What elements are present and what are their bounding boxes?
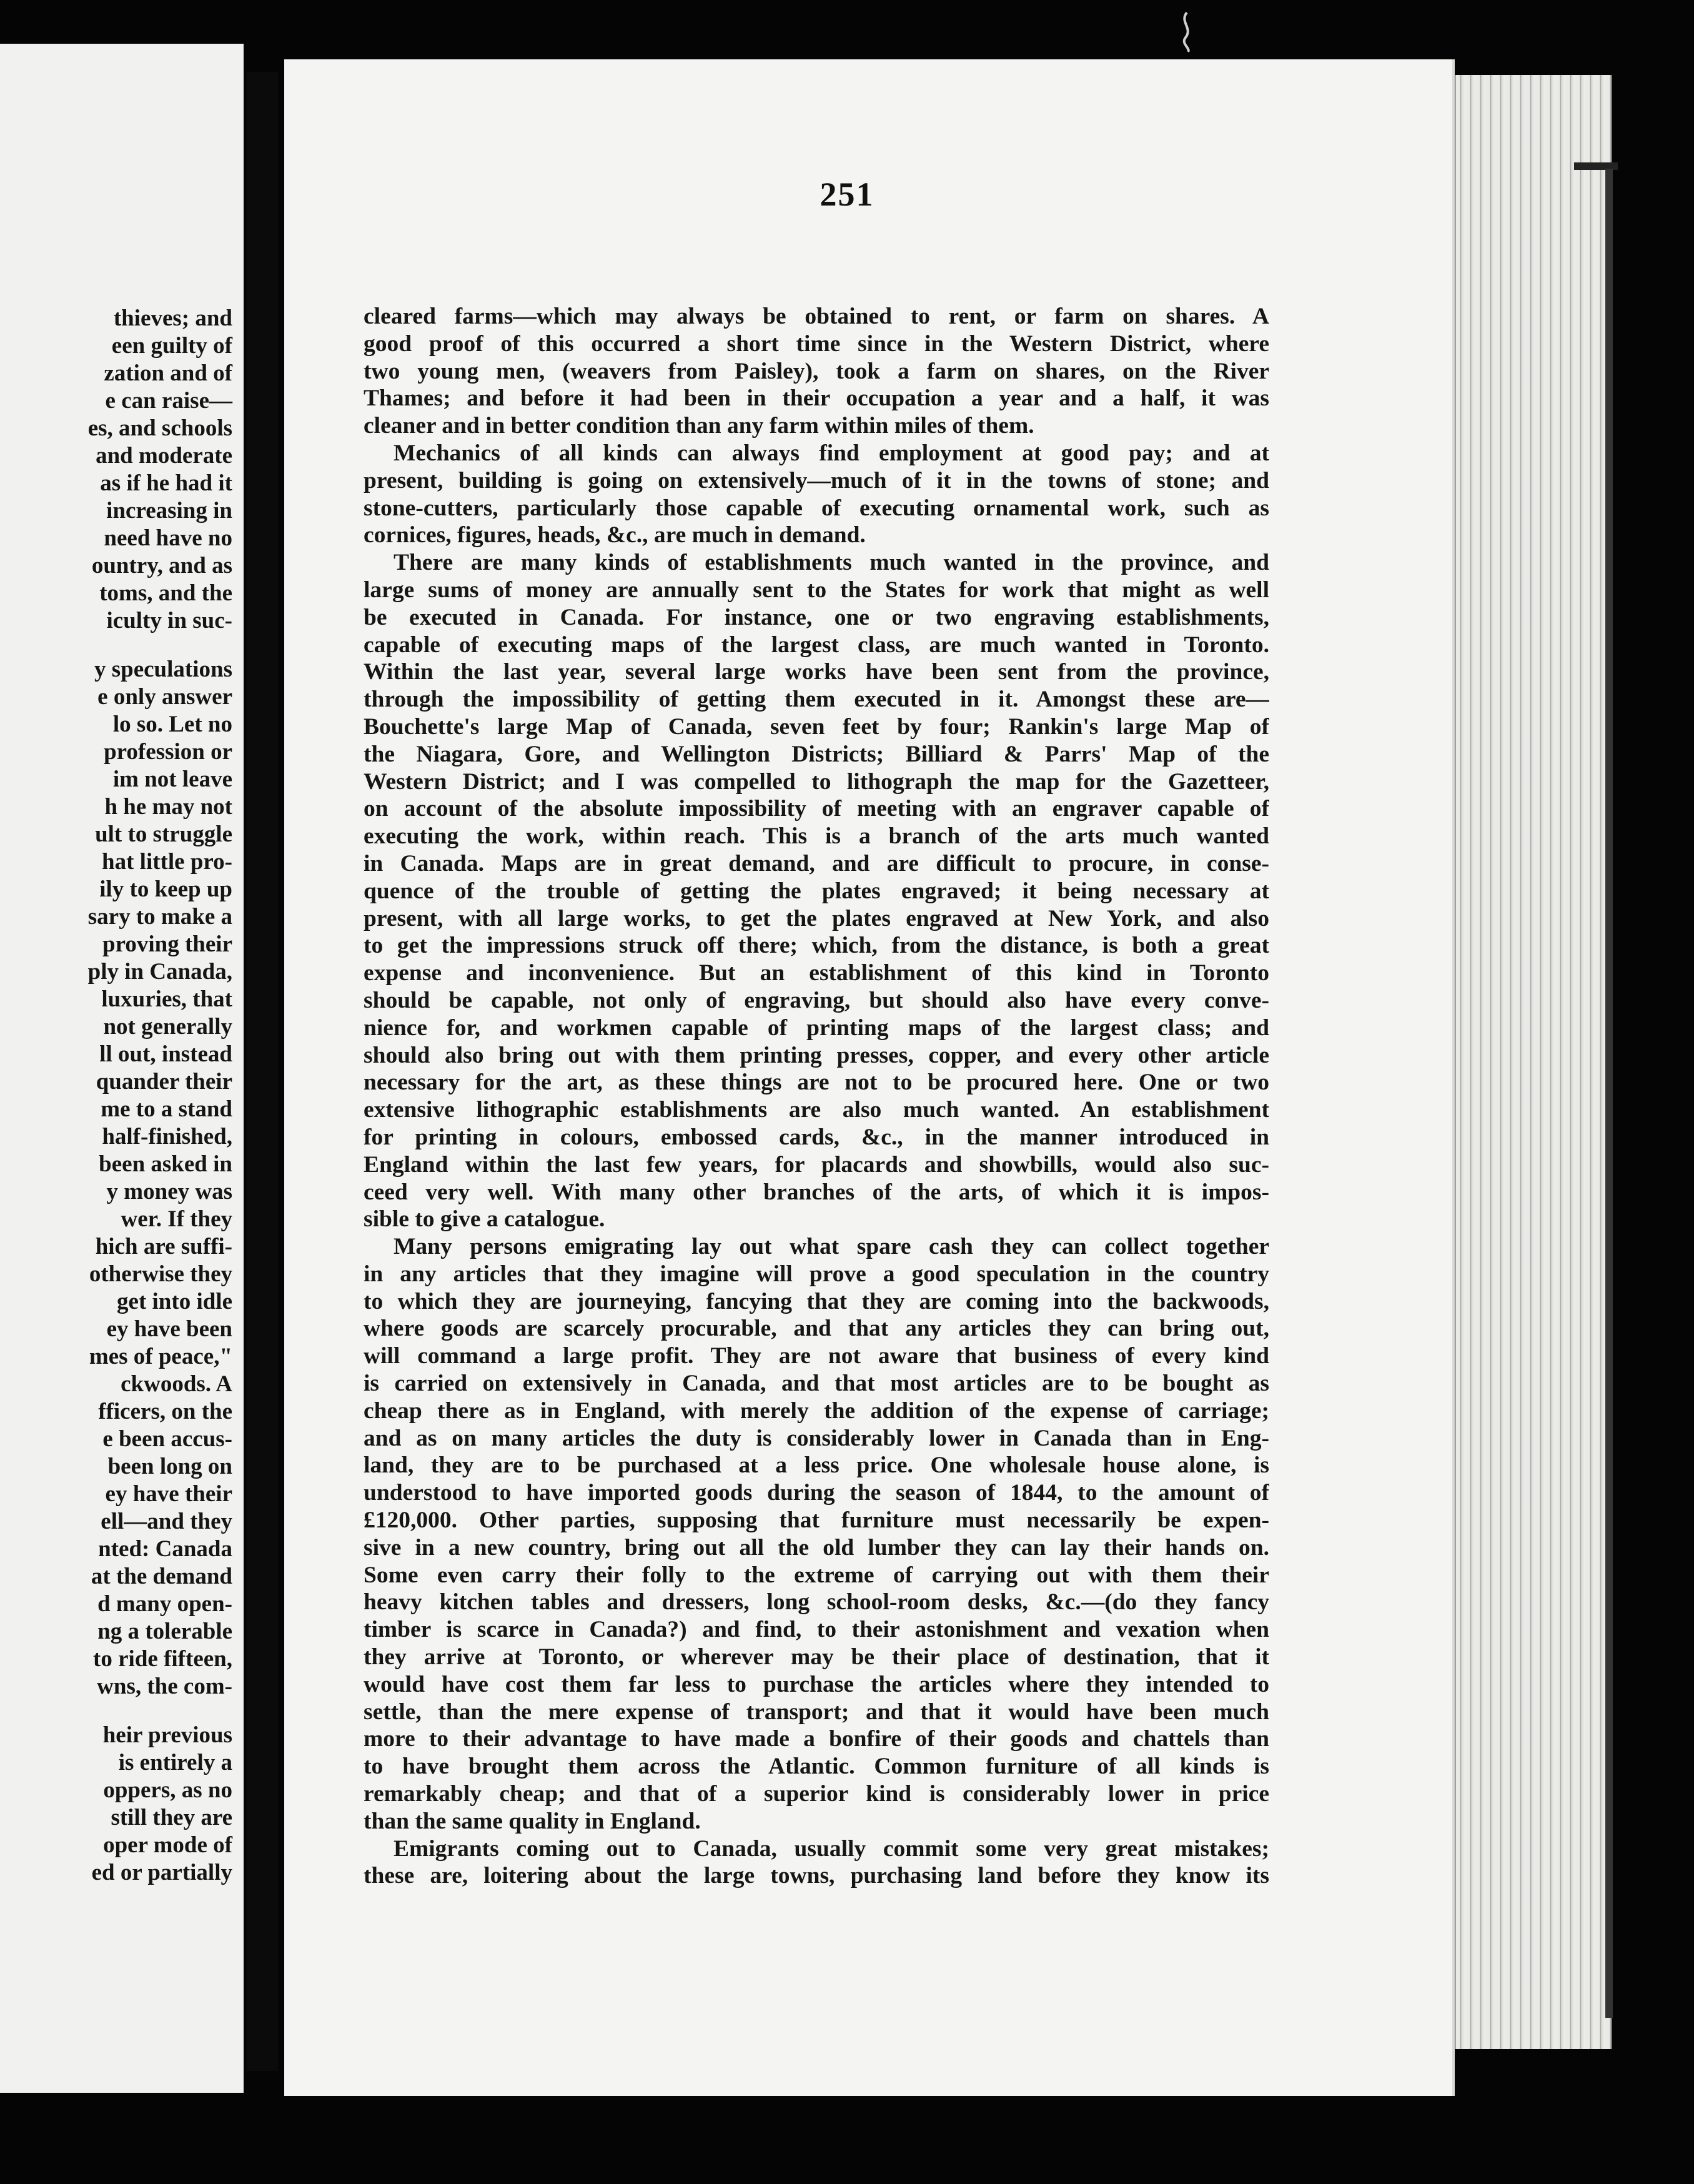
facing-text-line: been asked in bbox=[99, 1151, 232, 1177]
pencil-mark bbox=[1174, 9, 1199, 53]
text-line: Thames; and before it had been in their occupation a year and a half, it was bbox=[364, 385, 1269, 412]
facing-text-line: half-finished, bbox=[102, 1124, 232, 1149]
facing-text-line: ily to keep up bbox=[99, 876, 232, 902]
text-line: should also bring out with them printing presses, copper, and every other article bbox=[364, 1042, 1269, 1068]
text-line: executing the work, within reach. This is a branch of the arts much wanted bbox=[364, 823, 1269, 850]
facing-text-line: iculty in suc- bbox=[106, 608, 232, 633]
facing-text-line: ply in Canada, bbox=[87, 959, 232, 985]
facing-text-line: wns, the com- bbox=[97, 1674, 232, 1699]
text-line: to have brought them across the Atlantic. Common furniture of all kinds is bbox=[364, 1754, 1269, 1780]
facing-text-line: need have no bbox=[104, 525, 232, 551]
text-line: than the same quality in England. bbox=[364, 1808, 701, 1834]
text-line: to get the impressions struck off there; which, from the distance, is both a great bbox=[364, 933, 1269, 959]
text-line: through the impossibility of getting them executed in it. Amongst these are— bbox=[364, 687, 1269, 713]
text-line: cornices, figures, heads, &c., are much in demand. bbox=[364, 522, 866, 548]
facing-page-left bbox=[0, 44, 244, 2093]
facing-text-line: zation and of bbox=[104, 360, 232, 386]
facing-text-line: is entirely a bbox=[118, 1750, 232, 1775]
facing-text-line: mes of peace," bbox=[89, 1344, 232, 1369]
facing-text-line: still they are bbox=[111, 1805, 232, 1830]
text-line: two young men, (weavers from Paisley), took a farm on shares, on the River bbox=[364, 358, 1269, 384]
facing-text-line: heir previous bbox=[102, 1722, 232, 1748]
text-line: heavy kitchen tables and dressers, long school-room desks, &c.—(do they fancy bbox=[364, 1589, 1269, 1616]
text-line: ceed very well. With many other branches of the arts, of which it is impos- bbox=[364, 1179, 1269, 1205]
facing-text-line: oppers, as no bbox=[103, 1777, 232, 1803]
text-line: England within the last few years, for placards and showbills, would also suc- bbox=[364, 1151, 1269, 1178]
facing-text-line: lo so. Let no bbox=[112, 712, 232, 737]
text-line: is carried on extensively in Canada, and that most articles are to be bought as bbox=[364, 1371, 1269, 1397]
facing-text-line: proving their bbox=[102, 931, 232, 957]
text-line: necessary for the art, as these things are not to be procured here. One or two bbox=[364, 1070, 1269, 1096]
facing-text-line: ult to struggle bbox=[95, 821, 232, 847]
facing-text-line: e can raise— bbox=[105, 388, 232, 414]
text-line: Mechanics of all kinds can always find employment at good pay; and at bbox=[394, 440, 1269, 466]
book-gutter bbox=[247, 72, 278, 2071]
text-line: good proof of this occurred a short time since in the Western District, where bbox=[364, 330, 1269, 357]
facing-text-line: ng a tolerable bbox=[97, 1619, 232, 1644]
text-line: should be capable, not only of engraving, but should also have every conve- bbox=[364, 987, 1269, 1013]
text-line: these are, loitering about the large towns, purchasing land before they know its bbox=[364, 1863, 1269, 1889]
text-line: settle, than the mere expense of transport; and that it would have been much bbox=[364, 1699, 1269, 1725]
facing-text-line: oper mode of bbox=[103, 1832, 232, 1858]
text-line: present, building is going on extensively—much of it in the towns of stone; and bbox=[364, 467, 1269, 494]
facing-text-line: and moderate bbox=[96, 443, 232, 469]
facing-text-line: ckwoods. A bbox=[121, 1371, 232, 1397]
facing-text-line: quander their bbox=[96, 1069, 232, 1094]
text-line: Bouchette's large Map of Canada, seven feet by four; Rankin's large Map of bbox=[364, 713, 1269, 740]
facing-text-line: ountry, and as bbox=[91, 553, 232, 578]
text-line: sible to give a catalogue. bbox=[364, 1206, 605, 1233]
text-line: Emigrants coming out to Canada, usually commit some very great mistakes; bbox=[394, 1835, 1269, 1862]
text-line: and as on many articles the duty is considerably lower in Canada than in Eng- bbox=[364, 1425, 1269, 1451]
facing-text-line: luxuries, that bbox=[101, 986, 232, 1012]
text-line: the Niagara, Gore, and Wellington Districts; Billiard & Parrs' Map of the bbox=[364, 741, 1269, 767]
facing-text-line: ell—and they bbox=[101, 1509, 232, 1534]
facing-text-line: me to a stand bbox=[101, 1096, 232, 1122]
text-line: in any articles that they imagine will prove a good speculation in the country bbox=[364, 1261, 1269, 1287]
facing-text-line: otherwise they bbox=[89, 1261, 232, 1287]
text-line: There are many kinds of establishments much wanted in the province, and bbox=[394, 550, 1269, 576]
facing-text-line: profession or bbox=[104, 739, 232, 765]
text-line: quence of the trouble of getting the plates engraved; it being necessary at bbox=[364, 878, 1269, 904]
text-line: more to their advantage to have made a bonfire of their goods and chattels than bbox=[364, 1726, 1269, 1752]
facing-text-line: e been accus- bbox=[102, 1426, 232, 1452]
facing-text-line: not generally bbox=[103, 1014, 232, 1040]
text-line: on account of the absolute impossibility of meeting with an engraver capable of bbox=[364, 796, 1269, 822]
facing-text-line: wer. If they bbox=[121, 1206, 232, 1232]
facing-text-line: get into idle bbox=[117, 1289, 232, 1314]
text-line: large sums of money are annually sent to the States for work that might as well bbox=[364, 577, 1269, 603]
text-line: remarkably cheap; and that of a superior kind is considerably lower in price bbox=[364, 1781, 1269, 1807]
text-line: extensive lithographic establishments are also much wanted. An establishment bbox=[364, 1097, 1269, 1123]
facing-text-line: y speculations bbox=[94, 657, 232, 682]
text-line: timber is scarce in Canada?) and find, to their astonishment and vexation when bbox=[364, 1617, 1269, 1643]
body-text bbox=[364, 303, 1269, 1890]
facing-text-line: sary to make a bbox=[87, 904, 232, 930]
page-edges bbox=[1455, 75, 1612, 2049]
facing-text-line: nted: Canada bbox=[98, 1536, 232, 1562]
facing-text-line: thieves; and bbox=[113, 305, 232, 331]
text-line: understood to have imported goods during the season of 1844, to the amount of bbox=[364, 1480, 1269, 1506]
facing-text-line: to ride fifteen, bbox=[93, 1646, 232, 1672]
text-line: where goods are scarcely procurable, and that any articles they can bring out, bbox=[364, 1316, 1269, 1342]
text-line: stone-cutters, particularly those capable of executing ornamental work, such as bbox=[364, 495, 1269, 521]
text-line: sive in a new country, bring out all the old lumber they can lay their hands on. bbox=[364, 1534, 1269, 1561]
facing-text-line: ll out, instead bbox=[99, 1041, 232, 1067]
text-line: cleared farms—which may always be obtained to rent, or farm on shares. A bbox=[364, 304, 1269, 329]
text-line: Within the last year, several large works have been sent from the province, bbox=[364, 659, 1269, 685]
text-line: Many persons emigrating lay out what spare cash they can collect together bbox=[394, 1234, 1269, 1260]
text-line: cheap there as in England, with merely the addition of the expense of carriage; bbox=[364, 1397, 1269, 1424]
facing-text-line: increasing in bbox=[106, 498, 232, 524]
text-line: in Canada. Maps are in great demand, and are difficult to procure, in conse- bbox=[364, 850, 1269, 876]
facing-text-line: been long on bbox=[107, 1454, 232, 1479]
facing-text-line: ey have been bbox=[106, 1316, 232, 1342]
text-line: present, with all large works, to get the plates engraved at New York, and also bbox=[364, 905, 1269, 931]
facing-text-line: h he may not bbox=[104, 794, 232, 820]
facing-text-line: toms, and the bbox=[99, 580, 232, 606]
facing-text-line: fficers, on the bbox=[98, 1399, 232, 1424]
text-line: £120,000. Other parties, supposing that furniture must necessarily be expen- bbox=[364, 1507, 1269, 1534]
facing-text-line: hich are suffi- bbox=[95, 1234, 232, 1259]
edge-shadow bbox=[1605, 169, 1613, 2018]
text-line: for printing in colours, embossed cards, &c., in the manner introduced in bbox=[364, 1124, 1269, 1150]
text-line: will command a large profit. They are not aware that business of every kind bbox=[364, 1343, 1269, 1369]
text-line: be executed in Canada. For instance, one or two engraving establishments, bbox=[364, 604, 1269, 630]
text-line: Western District; and I was compelled to lithograph the map for the Gazetteer, bbox=[364, 768, 1269, 795]
facing-text-line: ey have their bbox=[105, 1481, 232, 1507]
text-line: to which they are journeying, fancying that they are coming into the backwoods, bbox=[364, 1288, 1269, 1314]
text-line: capable of executing maps of the largest class, are much wanted in Toronto. bbox=[364, 632, 1269, 658]
facing-text-line: ed or partially bbox=[91, 1860, 232, 1885]
facing-text-line: y money was bbox=[106, 1179, 232, 1204]
facing-text-line: e only answer bbox=[97, 684, 232, 710]
page-number: 251 bbox=[820, 176, 874, 213]
text-line: would have cost them far less to purchase the articles where they intended to bbox=[364, 1671, 1269, 1697]
facing-text-line: es, and schools bbox=[87, 415, 232, 441]
facing-text-line: at the demand bbox=[91, 1564, 232, 1589]
facing-text-line: as if he had it bbox=[100, 470, 232, 496]
facing-text-line: d many open- bbox=[97, 1591, 232, 1617]
text-line: Some even carry their folly to the extreme of carrying out with them their bbox=[364, 1562, 1269, 1588]
facing-text-line: een guilty of bbox=[111, 333, 232, 359]
facing-text-line: im not leave bbox=[112, 767, 232, 792]
text-line: expense and inconvenience. But an establishment of this kind in Toronto bbox=[364, 960, 1269, 986]
text-line: nience for, and workmen capable of printing maps of the largest class; and bbox=[364, 1015, 1269, 1041]
facing-text-line: hat little pro- bbox=[102, 849, 232, 875]
text-line: cleaner and in better condition than any farm within miles of them. bbox=[364, 413, 1034, 439]
text-line: land, they are to be purchased at a less price. One wholesale house alone, is bbox=[364, 1452, 1269, 1479]
text-line: they arrive at Toronto, or wherever may be their place of destination, that it bbox=[364, 1644, 1269, 1670]
